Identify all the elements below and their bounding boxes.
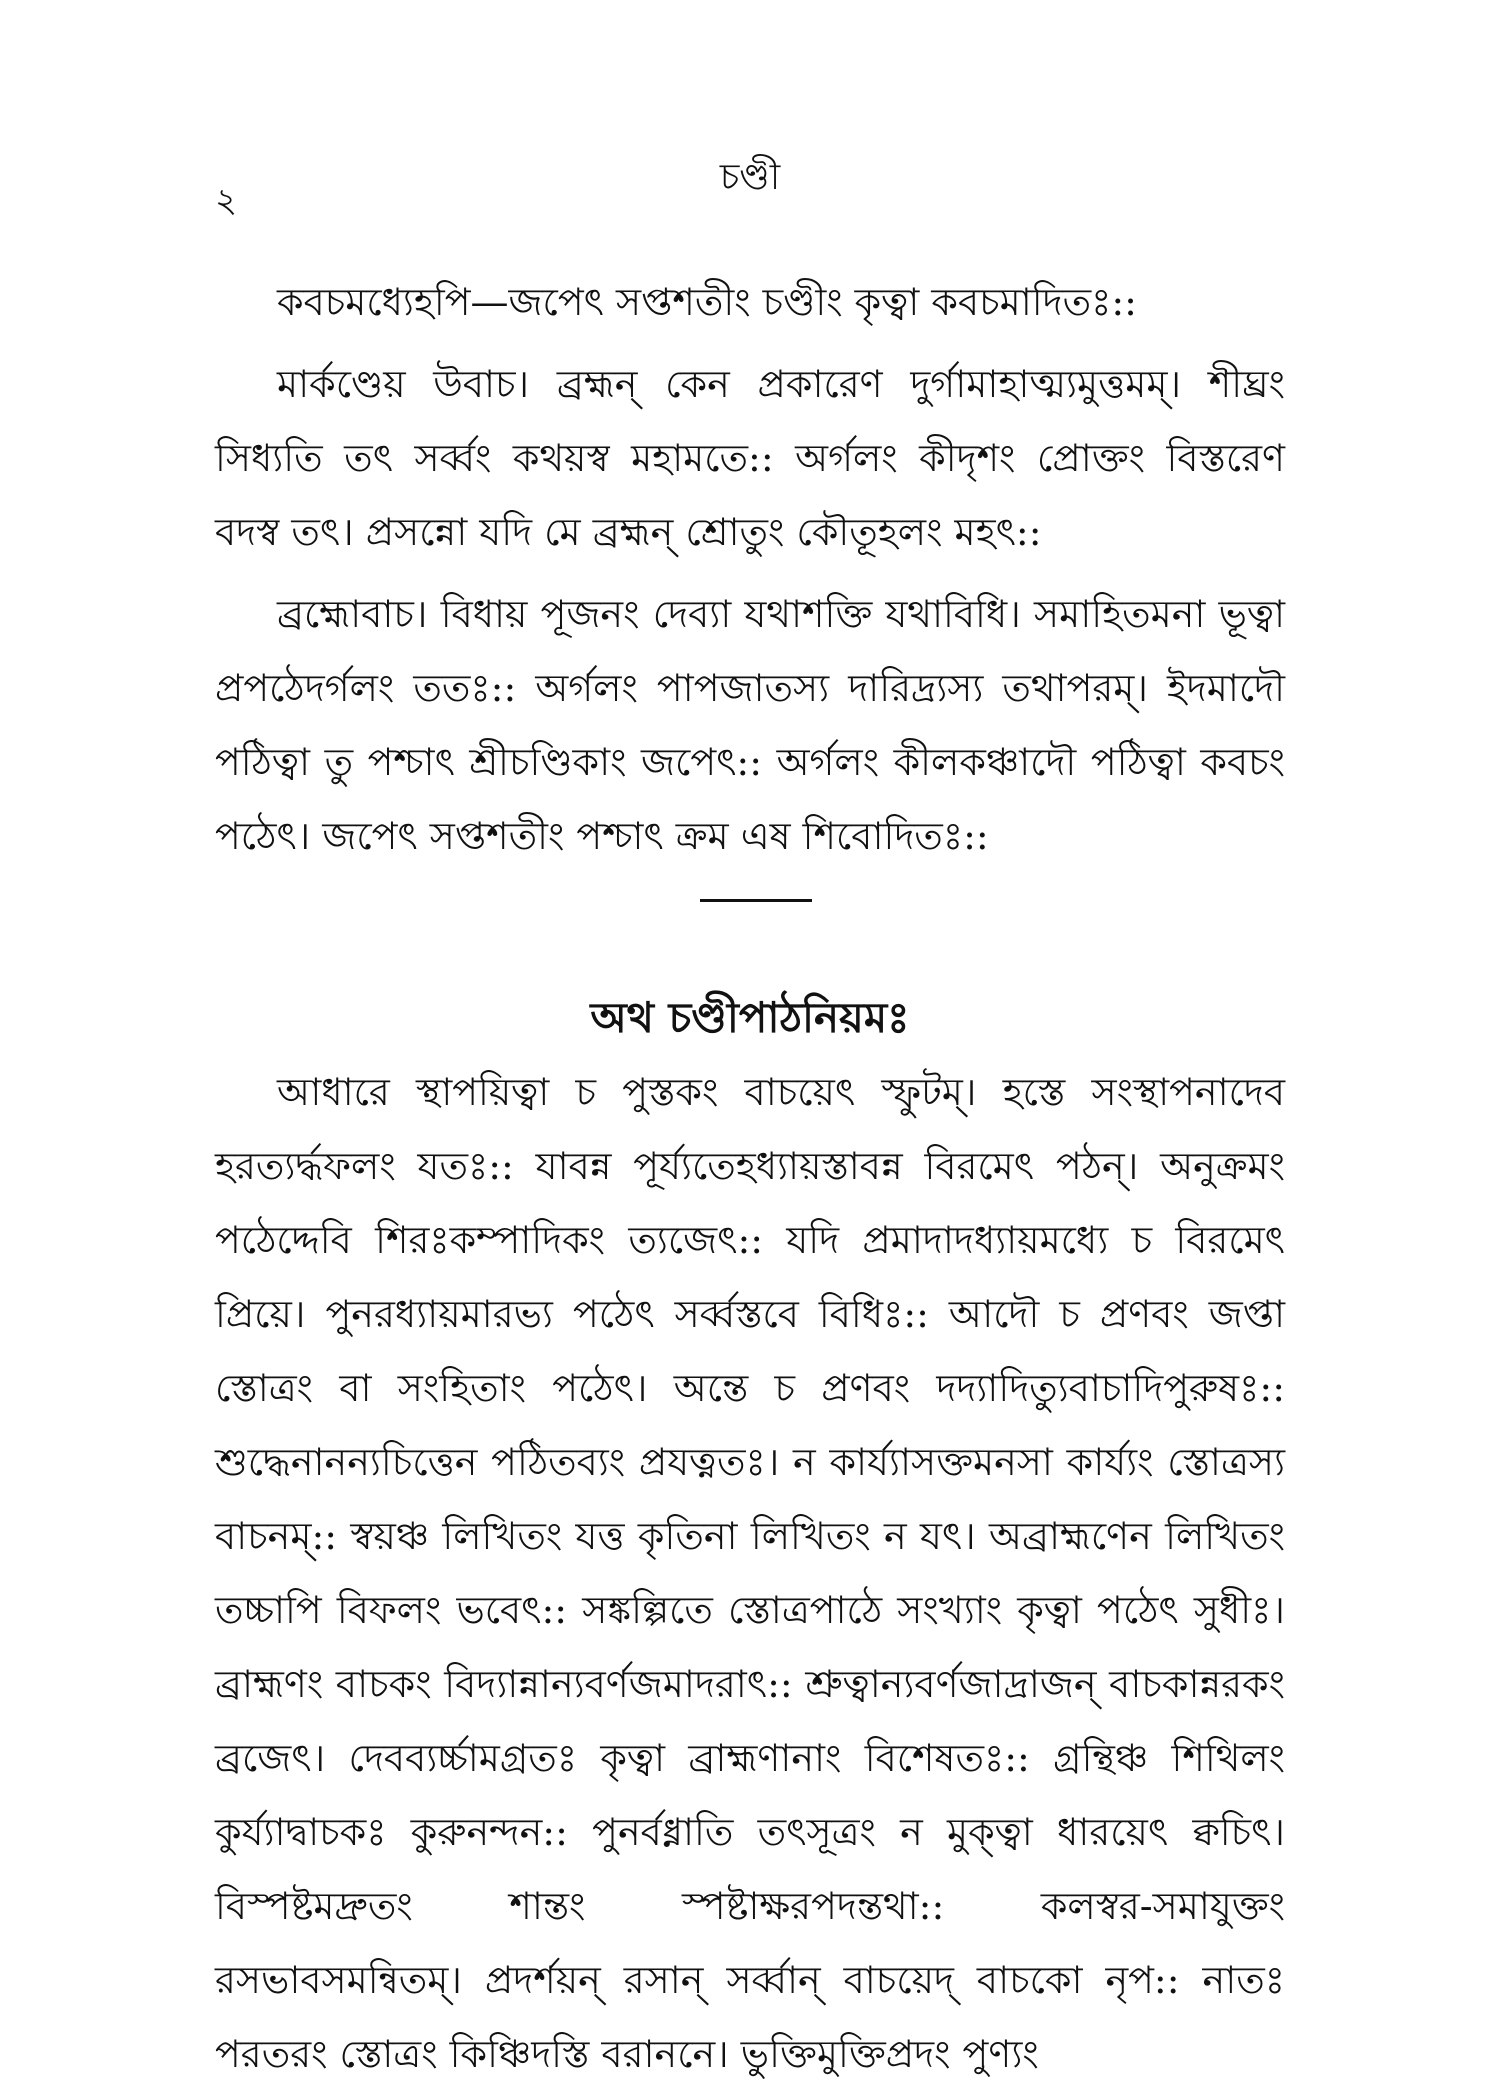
paragraph: ব্রহ্মোবাচ। বিধায় পূজনং দেব্যা যথাশক্তি যথাবিধি। সমাহিতমনা ভূত্বা প্রপঠেদর্গলং ততঃ:: অর্গলং পাপজাতস্য দারিদ্র্যস্য তথাপরম্। ইদমাদৌ পঠিত্বা তু পশ্চাৎ শ্রীচণ্ডিকাং জপেৎ:: অর্গলং কীলকঞ্চাদৌ পঠিত্বা কবচং পঠেৎ। জপেৎ সপ্তশতীং পশ্চাৎ ক্রম এষ শিবোদিতঃ::	[215, 592, 1285, 858]
intro-text-block	[215, 265, 1285, 881]
section-text-block	[215, 1055, 1285, 2099]
paragraph: কবচমধ্যেহপি—জপেৎ সপ্তশতীং চণ্ডীং কৃত্বা কবচমাদিতঃ::	[277, 280, 1137, 324]
section-heading: অথ চণ্ডীপাঠনিয়মঃ	[590, 993, 910, 1042]
paragraph: আধারে স্থাপয়িত্বা চ পুস্তকং বাচয়েৎ স্ফুটম্। হস্তে সংস্থাপনাদেব হরত্যর্দ্ধফলং যতঃ:: যাবন্ন পূর্য্যতেহধ্যায়স্তাবন্ন বিরমেৎ পঠন্। অনুক্রমং পঠেদ্দেবি শিরঃকম্পাদিকং ত্যজেৎ:: যদি প্রমাদাদধ্যায়মধ্যে চ বিরমেৎ প্রিয়ে। পুনরধ্যায়মারভ্য পঠেৎ সর্ব্বস্তবে বিধিঃ:: আদৌ চ প্রণবং জপ্তা স্তোত্রং বা সংহিতাং পঠেৎ। অন্তে চ প্রণবং দদ্যাদিত্যুবাচাদিপুরুষঃ:: শুদ্ধেনানন্যচিত্তেন পঠিতব্যং প্রযত্নতঃ। ন কার্য্যাসক্তমনসা কার্য্যং স্তোত্রস্য বাচনম্:: স্বয়ঞ্চ লিখিতং যত্ত কৃতিনা লিখিতং ন যৎ। অব্রাহ্মণেন লিখিতং তচ্চাপি বিফলং ভবেৎ:: সঙ্কল্পিতে স্তোত্রপাঠে সংখ্যাং কৃত্বা পঠেৎ সুধীঃ। ব্রাহ্মণং বাচকং বিদ্যান্নান্যবর্ণজমাদরাৎ:: শ্রুত্বান্যবর্ণজাদ্রাজন্ বাচকান্নরকং ব্রজেৎ। দেবব্যর্চ্চামগ্রতঃ কৃত্বা ব্রাহ্মণানাং বিশেষতঃ:: গ্রন্থিঞ্চ শিথিলং কুর্য্যাদ্বাচকঃ কুরুনন্দন:: পুনর্বধ্নাতি তৎসূত্রং ন মুক্ত্বা ধারয়েৎ ক্বচিৎ। বিস্পষ্টমদ্রুতং শান্তং স্পষ্টাক্ষরপদন্তথা:: কলস্বর-সমাযুক্তং রসভাবসমন্বিতম্। প্রদর্শয়ন্ রসান্ সর্ব্বান্ বাচয়েদ্ বাচকো নৃপ:: নাতঃ পরতরং স্তোত্রং কিঞ্চিদস্তি বরাননে। ভুক্তিমুক্তিপ্রদং পুণ্যং	[215, 1070, 1285, 2076]
paragraph: মার্কণ্ডেয় উবাচ। ব্রহ্মন্ কেন প্রকারেণ দুর্গামাহাত্ম্যমুত্তমম্। শীঘ্রং সিধ্যতি তৎ সর্ব্বং কথয়স্ব মহামতে:: অর্গলং কীদৃশং প্রোক্তং বিস্তরেণ বদস্ব তৎ। প্রসন্নো যদি মে ব্রহ্মন্ শ্রোতুং কৌতূহলং মহৎ::	[215, 362, 1285, 554]
page-number: ২	[215, 181, 238, 221]
running-title: চণ্ডী	[719, 157, 781, 198]
section-divider	[700, 899, 812, 902]
